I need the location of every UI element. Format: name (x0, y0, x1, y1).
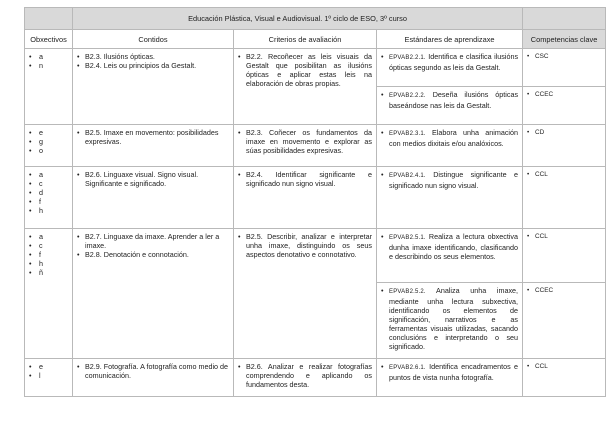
header-contents: Contidos (73, 30, 234, 49)
objectives-cell: • a • n (25, 49, 73, 125)
standard-cell: • EPVAB2.5.2. Analiza unha imaxe, mediante unha lectura subxectiva, identificando os elementos de significación, narrativos e as ferramentas visuais utilizadas, sacando conclusións e interpretando o seu significado. (377, 283, 523, 359)
table-row (25, 359, 606, 397)
competence-cell: • CCEC (523, 87, 606, 125)
criteria-cell: • B2.6. Analizar e realizar fotografías comprendendo e aplicando os fundamentos desta. (234, 359, 377, 397)
criteria-cell: • B2.4. Identificar significante e significado nun signo visual. (234, 167, 377, 229)
header-criteria: Criterios de avaliación (234, 30, 377, 49)
title-row (25, 8, 606, 30)
competence-cell: • CD (523, 125, 606, 167)
criteria-cell: • B2.2. Recoñecer as leis visuais da Gestalt que posibilitan as ilusións ópticas e aplicar estas leis na elaboración de obras propias. (234, 49, 377, 125)
contents-cell: • B2.6. Linguaxe visual. Signo visual. Significante e significado. (73, 167, 234, 229)
contents-cell: • B2.3. Ilusións ópticas. • B2.4. Leis ou principios da Gestalt. (73, 49, 234, 125)
objectives-cell: • a • c • d • f • h (25, 167, 73, 229)
curriculum-table (24, 7, 606, 397)
criteria-cell: • B2.5. Describir, analizar e interpretar unha imaxe, distinguindo os seus aspectos denotativo e connotativo. (234, 229, 377, 359)
objectives-cell: • a • c • f • h • ñ (25, 229, 73, 359)
competence-cell: • CCL (523, 167, 606, 229)
competence-cell: • CCEC (523, 283, 606, 359)
competence-cell: • CSC (523, 49, 606, 87)
header-row (25, 30, 606, 49)
contents-cell: • B2.5. Imaxe en movemento: posibilidades expresivas. (73, 125, 234, 167)
contents-cell: • B2.7. Linguaxe da imaxe. Aprender a ler a imaxe. • B2.8. Denotación e connotación. (73, 229, 234, 359)
standard-cell: • EPVAB2.5.1. Realiza a lectura obxectiva dunha imaxe identificando, clasificando e describindo os seus elementos. (377, 229, 523, 283)
table-row (25, 229, 606, 283)
competence-cell: • CCL (523, 229, 606, 283)
standard-cell: • EPVAB2.6.1. Identifica encadramentos e puntos de vista nunha fotografía. (377, 359, 523, 397)
table-row (25, 49, 606, 87)
objectives-cell: • e • g • o (25, 125, 73, 167)
table-title: Educación Plástica, Visual e Audiovisual. 1º ciclo de ESO, 3º curso (73, 8, 523, 30)
competence-cell: • CCL (523, 359, 606, 397)
table-row (25, 167, 606, 229)
contents-cell: • B2.9. Fotografía. A fotografía como medio de comunicación. (73, 359, 234, 397)
header-standards: Estándares de aprendizaxe (377, 30, 523, 49)
table-row (25, 125, 606, 167)
standard-cell: • EPVAB2.4.1. Distingue significante e significado nun signo visual. (377, 167, 523, 229)
header-competences: Competencias clave (523, 30, 606, 49)
standard-cell: • EPVAB2.3.1. Elabora unha animación con medios dixitais e/ou analóxicos. (377, 125, 523, 167)
standard-cell: • EPVAB2.2.2. Deseña ilusións ópticas baseándose nas leis da Gestalt. (377, 87, 523, 125)
criteria-cell: • B2.3. Coñecer os fundamentos da imaxe en movemento e explorar as súas posibilidades expresivas. (234, 125, 377, 167)
objectives-cell: • e • l (25, 359, 73, 397)
header-objectives: Obxectivos (25, 30, 73, 49)
standard-cell: • EPVAB2.2.1. Identifica e clasifica ilusións ópticas segundo as leis da Gestalt. (377, 49, 523, 87)
